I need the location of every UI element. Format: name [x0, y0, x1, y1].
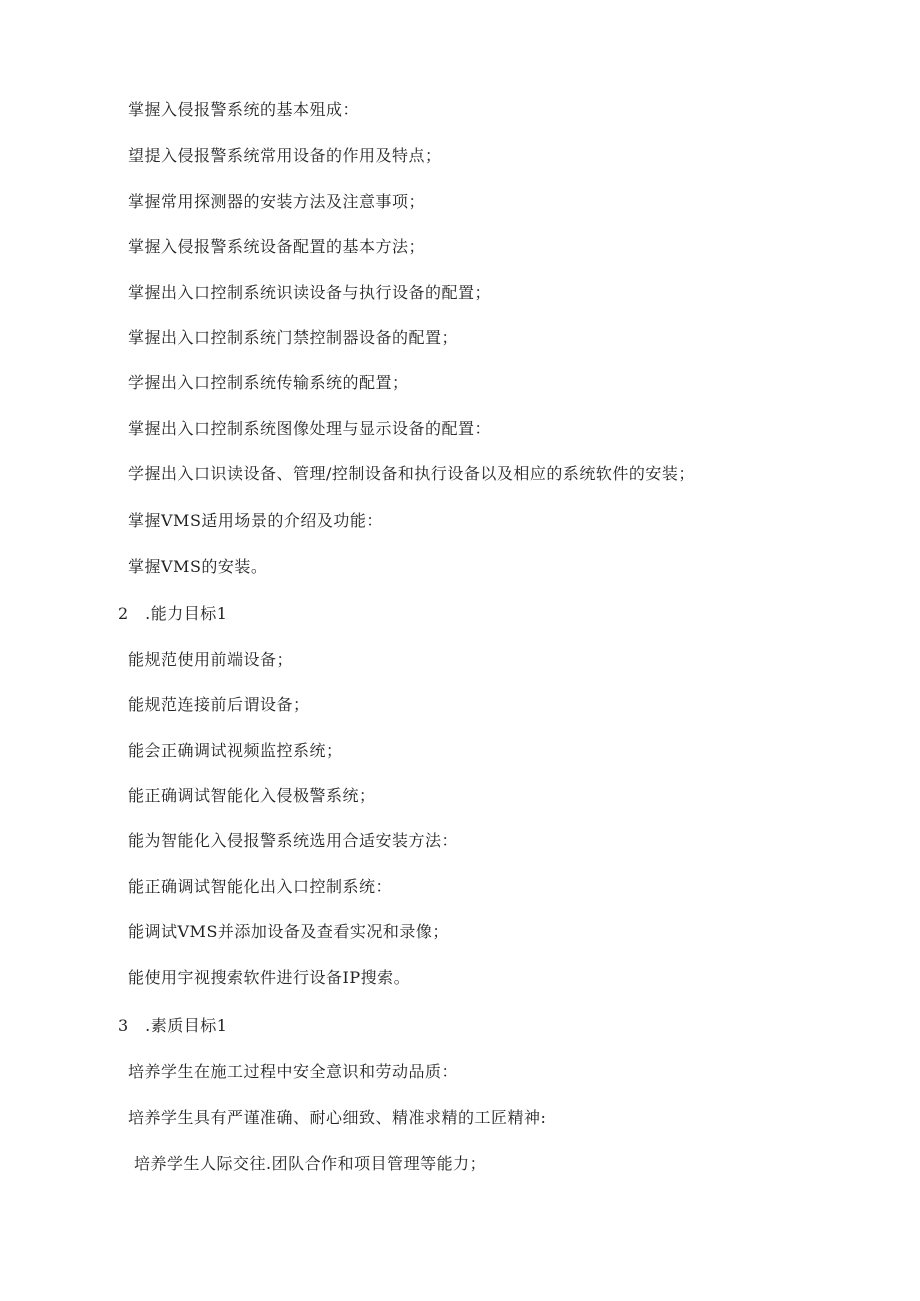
ability-item: 能使用宇视搜索软件进行设备IP搜索。 — [128, 968, 411, 987]
ability-item: 能正确调试智能化入侵极警系统； — [128, 786, 376, 805]
knowledge-item: 望提入侵报警系统常用设备的作用及特点； — [128, 146, 442, 165]
ability-item: 能正确调试智能化出入口控制系统： — [128, 877, 393, 896]
quality-item: 培养学生具有严谨准确、耐心细致、精准求精的工匠精神: — [128, 1108, 547, 1127]
ability-item: 能为智能化入侵报警系统选用合适安装方法： — [128, 831, 459, 850]
knowledge-item: 掌握常用探测器的安装方法及注意事项； — [128, 192, 426, 211]
knowledge-item: 学握出入口控制系统传输系统的配置； — [128, 373, 409, 392]
knowledge-item: 掌握入侵报警系统的基本殂成： — [128, 100, 360, 119]
knowledge-item: 掌握出入口控制系统门禁控制器设备的配置； — [128, 328, 459, 347]
quality-item: 培养学生在施工过程中安全意识和劳动品质： — [128, 1062, 459, 1081]
ability-item: 能规范连接前后谓设备； — [128, 695, 310, 714]
ability-item: 能会正确调试视频监控系统； — [128, 741, 343, 760]
knowledge-item: 掌握出入口控制系统识读设备与执行设备的配置； — [128, 283, 492, 302]
quality-item: 培养学生人际交往.团队合作和项目管理等能力； — [134, 1154, 487, 1173]
knowledge-item: 掌握出入口控制系统图像处理与显示设备的配置： — [128, 419, 492, 438]
knowledge-item: 学握出入口识读设备、管理/控制设备和执行设备以及相应的系统软件的安装； — [128, 464, 695, 483]
ability-item: 能调试VMS并添加设备及查看实况和录像； — [128, 922, 449, 941]
knowledge-item: 掌握VMS的安装。 — [128, 557, 268, 576]
knowledge-item: 掌握VMS适用场景的介绍及功能： — [128, 511, 383, 530]
ability-heading: 2 .能力目标1 — [118, 604, 228, 623]
knowledge-item: 掌握入侵报警系统设备配置的基本方法； — [128, 237, 426, 256]
quality-heading: 3 .素质目标1 — [118, 1016, 228, 1035]
ability-item: 能规范使用前端设备； — [128, 650, 294, 669]
